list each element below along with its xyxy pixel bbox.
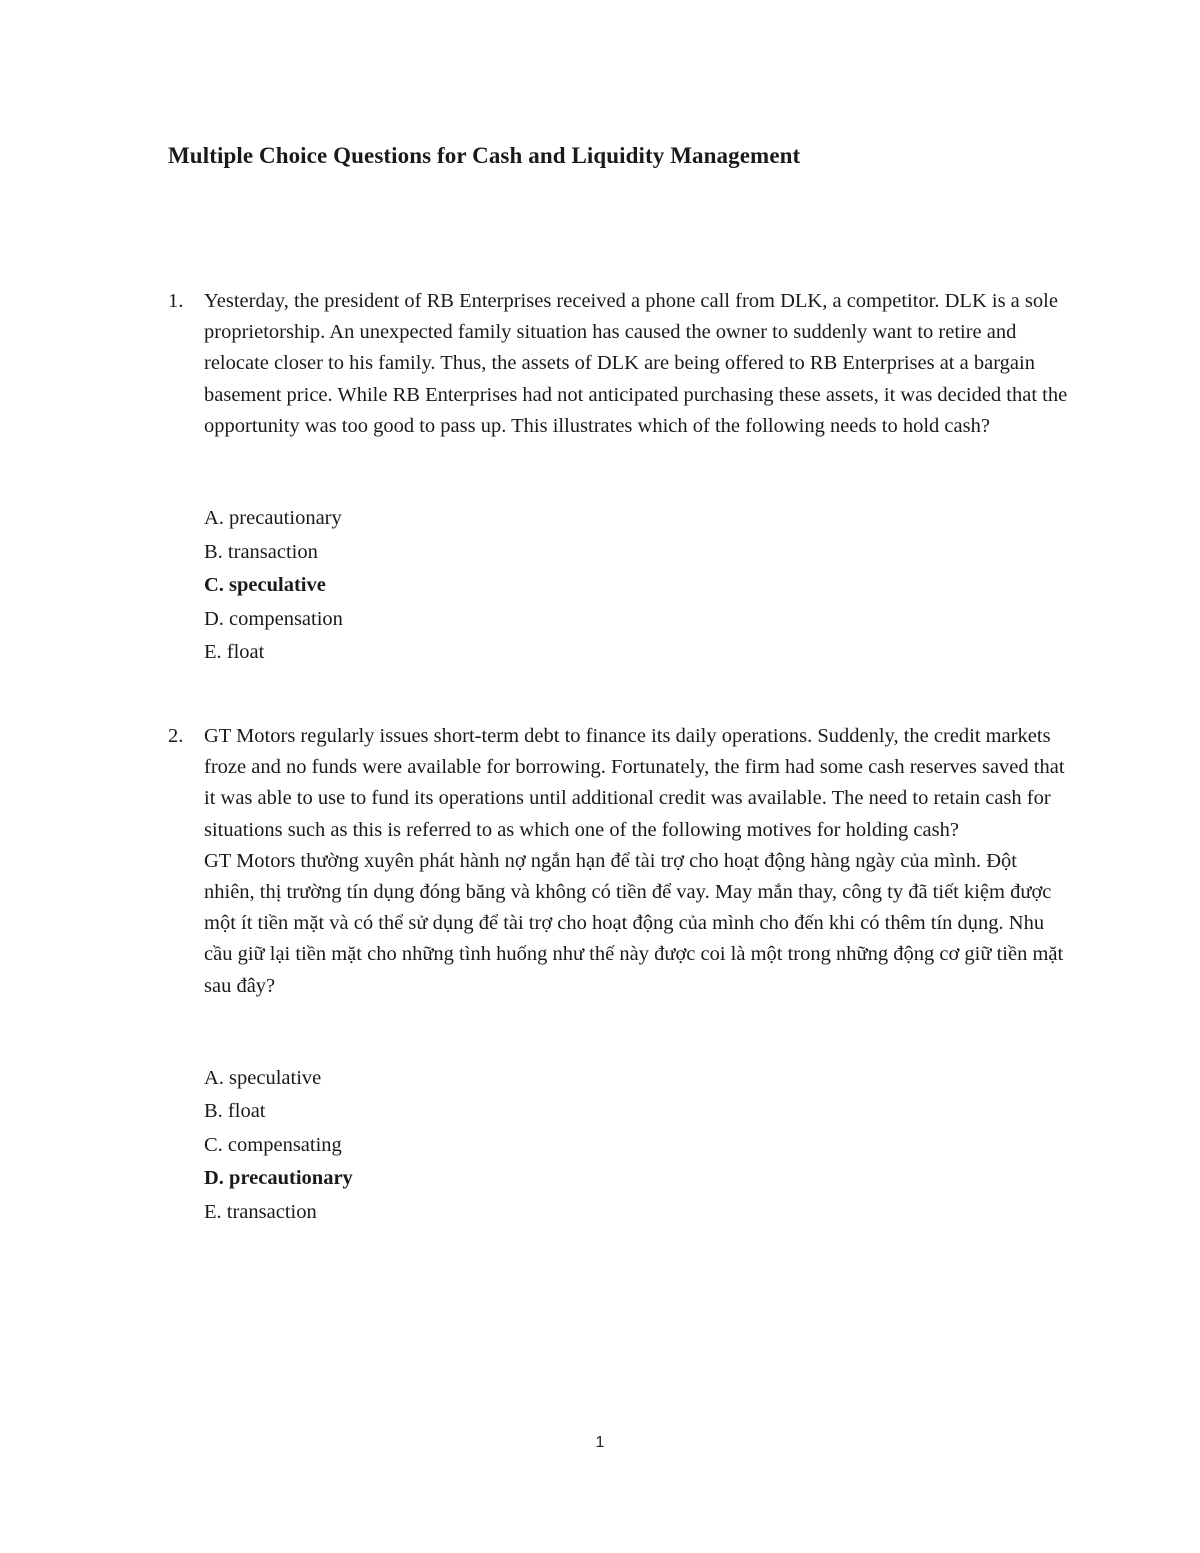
question-number: 1. <box>168 290 184 312</box>
option-c-correct: C. speculative <box>204 574 326 597</box>
answer-options <box>204 502 1068 670</box>
question-text: Yesterday, the president of RB Enterprises received a phone call from DLK, a competitor. DLK is a sole proprietorship. An unexpected family situation has caused the owner to suddenly want to retire and relocate closer to his family. Thus, the assets of DLK are being offered to RB Enterprises at a bargain basement price. While RB Enterprises had not anticipated purchasing these assets, it was decided that the opportunity was too good to pass up. This illustrates which of the following needs to hold cash? <box>204 290 1068 437</box>
question-2 <box>168 721 1068 1229</box>
question-text: GT Motors regularly issues short-term debt to finance its daily operations. Suddenly, the credit markets froze and no funds were available for borrowing. Fortunately, the firm had some cash reserves saved that it was able to use to fund its operations until additional credit was available. The need to retain cash for situations such as this is referred to as which one of the following motives for holding cash? <box>204 725 1065 841</box>
question-number: 2. <box>168 725 184 747</box>
page-number: 1 <box>595 1434 605 1451</box>
option-e: E. transaction <box>204 1200 317 1223</box>
question-1 <box>168 286 1068 670</box>
question-body <box>204 286 1068 442</box>
option-b: B. transaction <box>204 540 318 563</box>
question-body <box>204 721 1068 1002</box>
option-d: D. compensation <box>204 607 343 630</box>
option-d-correct: D. precautionary <box>204 1167 353 1190</box>
option-c: C. compensating <box>204 1133 342 1156</box>
page-title: Multiple Choice Questions for Cash and Liquidity Management <box>168 143 801 168</box>
answer-options <box>204 1062 1068 1230</box>
option-a: A. speculative <box>204 1066 322 1089</box>
option-e: E. float <box>204 641 265 664</box>
option-b: B. float <box>204 1100 266 1123</box>
option-a: A. precautionary <box>204 507 342 530</box>
question-translation: GT Motors thường xuyên phát hành nợ ngắn hạn để tài trợ cho hoạt động hàng ngày của mình. Đột nhiên, thị trường tín dụng đóng băng và không có tiền để vay. May mắn thay, công ty đã tiết kiệm được một ít tiền mặt và có thể sử dụng để tài trợ cho hoạt động của mình cho đến khi có thêm tín dụng. Nhu cầu giữ lại tiền mặt cho những tình huống như thế này được coi là một trong những động cơ giữ tiền mặt sau đây? <box>204 849 1064 997</box>
